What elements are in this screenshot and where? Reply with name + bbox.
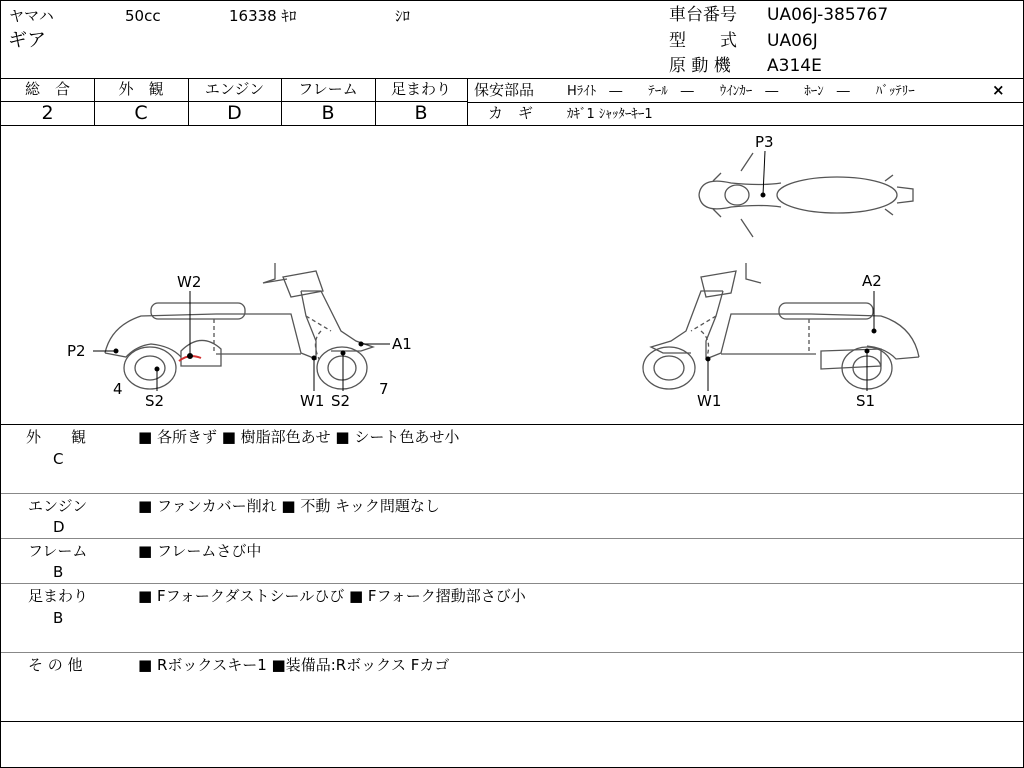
label-7: 7 xyxy=(379,380,389,398)
divider xyxy=(1,424,1023,425)
divider xyxy=(1,652,1023,653)
key-value: ｶｷﾞ1 ｼｬｯﾀｰｷｰ1 xyxy=(567,107,653,122)
label-s2-left: S2 xyxy=(145,392,165,410)
remark-engine-label: エンジン xyxy=(28,497,88,515)
label-a2: A2 xyxy=(862,272,882,290)
remark-engine-grade: D xyxy=(53,518,65,536)
engine-grade: D xyxy=(227,102,242,124)
displacement: 50cc xyxy=(125,7,161,25)
remark-other-text: ■ Rボックスキー1 ■装備品:Rボックス Fカゴ xyxy=(138,656,450,674)
remark-exterior-label: 外 観 xyxy=(26,428,87,446)
divider xyxy=(467,102,1023,103)
label-p3: P3 xyxy=(755,133,774,151)
engine-value: A314E xyxy=(767,56,822,76)
color: ｼﾛ xyxy=(395,7,411,25)
suspension-grade: B xyxy=(414,102,428,124)
remark-suspension-label: 足まわり xyxy=(28,587,89,605)
remark-exterior-grade: C xyxy=(53,450,64,468)
top-view xyxy=(699,153,913,237)
key-label: カ ギ xyxy=(488,104,534,122)
remark-suspension-text: ■ Fフォークダストシールひび ■ Fフォーク摺動部さび小 xyxy=(138,587,526,605)
frame-grade: B xyxy=(321,102,335,124)
remark-other-label: そ の 他 xyxy=(28,656,83,674)
label-s1: S1 xyxy=(856,392,876,410)
suspension-grade-label: 足まわり xyxy=(390,80,451,98)
battery-mark: × xyxy=(992,81,1005,99)
divider xyxy=(1,721,1023,722)
overall-grade: 2 xyxy=(41,102,54,124)
overall-label: 総 合 xyxy=(24,80,70,98)
safety-label: 保安部品 xyxy=(474,81,535,99)
divider xyxy=(1,78,1023,79)
exterior-grade: C xyxy=(134,102,148,124)
exterior-label: 外 観 xyxy=(118,80,164,98)
left-side-view xyxy=(105,263,373,389)
type-value: UA06J xyxy=(767,31,818,51)
remark-exterior-text: ■ 各所きず ■ 樹脂部色あせ ■ シート色あせ小 xyxy=(138,428,460,446)
divider xyxy=(1,583,1023,584)
mileage: 16338 ｷﾛ xyxy=(229,7,297,25)
remark-engine-text: ■ ファンカバー削れ ■ 不動 キック問題なし xyxy=(138,497,440,515)
frame-no: UA06J-385767 xyxy=(767,5,889,25)
type-label: 型 式 xyxy=(669,31,737,51)
label-s2-mid: S2 xyxy=(331,392,351,410)
divider xyxy=(1,538,1023,539)
model-name: ギア xyxy=(8,29,47,51)
label-a1: A1 xyxy=(392,335,412,353)
label-w2: W2 xyxy=(177,273,202,291)
engine-grade-label: エンジン xyxy=(204,80,265,98)
maker: ヤマハ xyxy=(9,7,54,25)
remark-frame-label: フレーム xyxy=(28,542,88,560)
divider xyxy=(1,493,1023,494)
engine-label: 原 動 機 xyxy=(669,56,731,76)
frame-grade-label: フレーム xyxy=(298,80,358,98)
label-4: 4 xyxy=(113,380,123,398)
label-p2: P2 xyxy=(67,342,86,360)
safety-items: Hﾗｲﾄ ― ﾃｰﾙ ― ｳｲﾝｶｰ ― ﾎｰﾝ ― ﾊﾞｯﾃﾘｰ xyxy=(567,84,915,99)
scooter-diagram xyxy=(1,126,1023,424)
remark-frame-grade: B xyxy=(53,563,64,581)
label-w1-right: W1 xyxy=(697,392,722,410)
remark-suspension-grade: B xyxy=(53,609,64,627)
frame-no-label: 車台番号 xyxy=(669,5,737,25)
label-w1-left: W1 xyxy=(300,392,325,410)
remark-frame-text: ■ フレームさび中 xyxy=(138,542,262,560)
